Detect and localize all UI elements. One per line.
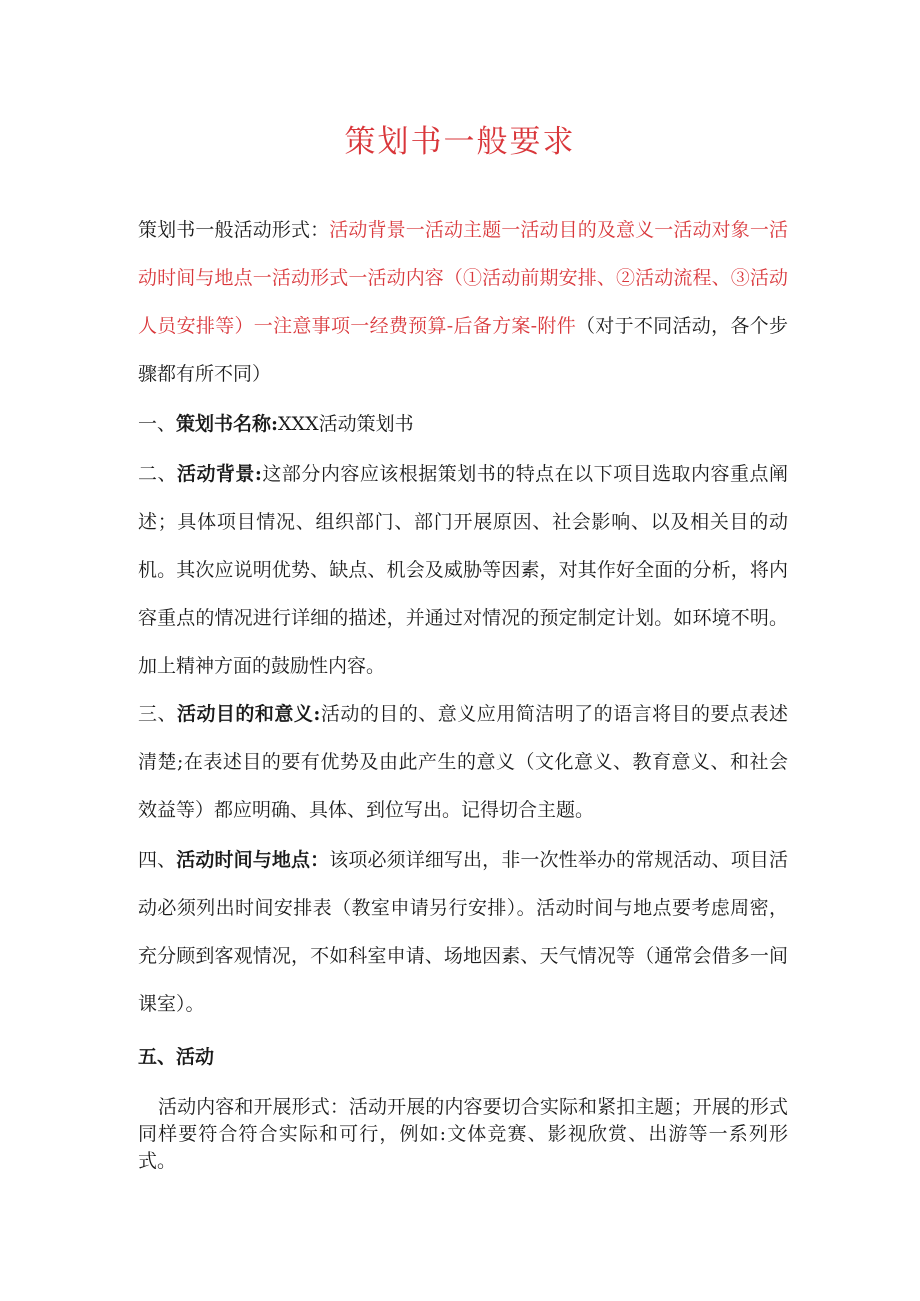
intro-flow-text: 活动背景一活动主题一活动目的及意义一活动对象一活动时间与地点一活动形式一活动内容（①活动前期安排、②活动流程、③活动人员安排等）一注意事项一经费预算-后备方案-附件 xyxy=(138,219,788,337)
section-4-heading: 活动时间与地点： xyxy=(176,849,330,871)
section-2-label: 二、 xyxy=(138,463,177,485)
section-2 xyxy=(138,450,788,690)
section-5-heading: 五、活动 xyxy=(138,1046,215,1068)
section-3-text: 活动的目的、意义应用简洁明了的语言将目的要点表述清楚;在表述目的要有优势及由此产生的意义（文化意义、教育意义、和社会效益等）都应明确、具体、到位写出。记得切合主题。 xyxy=(138,703,788,821)
section-2-text: 这部分内容应该根据策划书的特点在以下项目选取内容重点阐述；具体项目情况、组织部门、部门开展原因、社会影响、以及相关目的动机。其次应说明优势、缺点、机会及威胁等因素，对其作好全面的分析，将内容重点的情况进行详细的描述，并通过对情况的预定制定计划。如环境不明。加上精神方面的鼓励性内容。 xyxy=(138,463,788,677)
section-4 xyxy=(138,836,788,1028)
section-3-heading: 活动目的和意义: xyxy=(176,703,321,725)
section-3 xyxy=(138,690,788,834)
intro-tail: （对于不同活动，各个步骤都有所不同） xyxy=(138,315,788,385)
page-title: 策划书一般要求 xyxy=(344,124,576,160)
section-4-label: 四、 xyxy=(138,849,177,871)
intro-lead: 策划书一般活动形式： xyxy=(138,219,330,241)
section-3-label: 三、 xyxy=(138,703,177,725)
intro-paragraph xyxy=(138,206,788,398)
section-2-heading: 活动背景: xyxy=(176,463,262,485)
section-1-text: XXX活动策划书 xyxy=(278,413,414,435)
section-5-body: 活动内容和开展形式：活动开展的内容要切合实际和紧扣主题；开展的形式同样要符合符合实际和可行，例如:文体竞赛、影视欣赏、出游等一系列形式。 xyxy=(138,1096,788,1172)
section-1 xyxy=(138,400,788,448)
section-1-label: 一、 xyxy=(138,413,177,435)
section-4-text: 该项必须详细写出，非一次性举办的常规活动、项目活动必须列出时间安排表（教室申请另行安排）。活动时间与地点要考虑周密，充分顾到客观情况，不如科室申请、场地因素、天气情况等（通常会借多一间课室）。 xyxy=(138,849,788,1015)
section-1-heading: 策划书名称: xyxy=(176,413,279,435)
